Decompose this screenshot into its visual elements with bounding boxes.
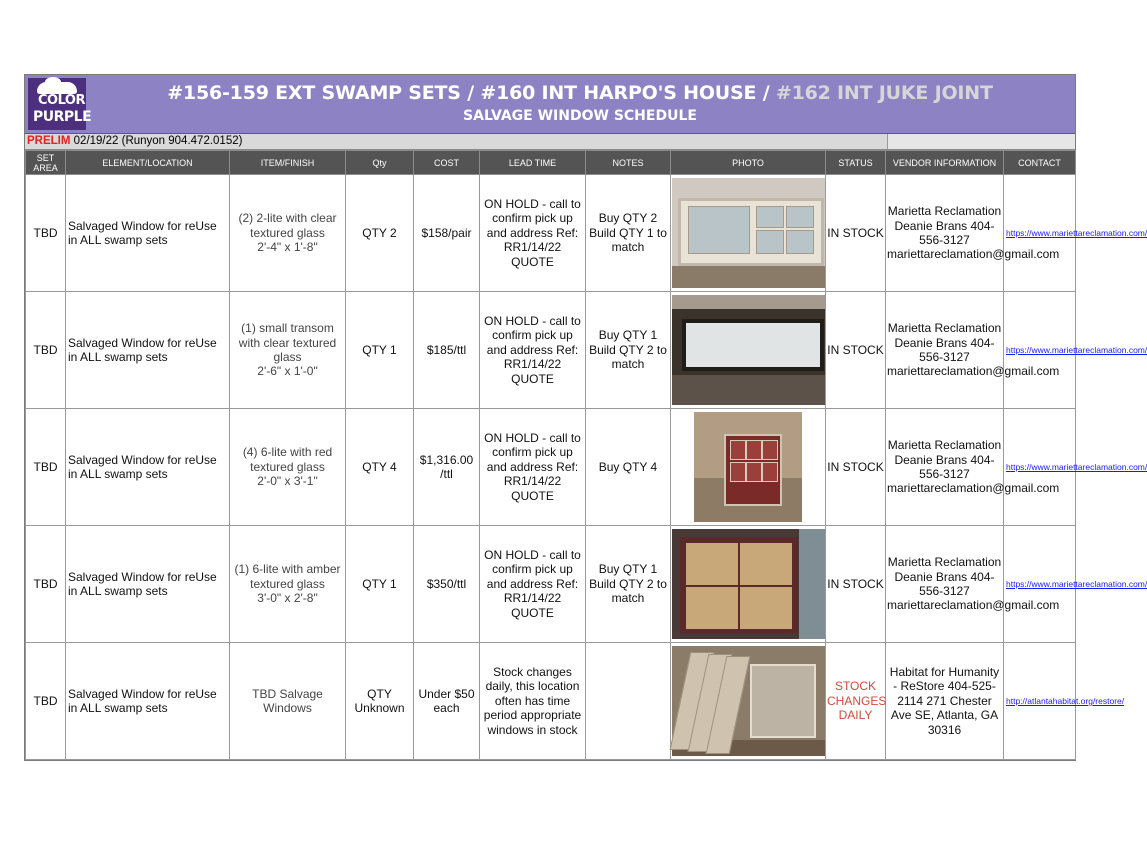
photo-cell <box>671 175 826 292</box>
set-area: TBD <box>26 526 66 643</box>
prelim-info <box>25 134 887 149</box>
window-photo <box>672 529 825 639</box>
photo-cell <box>671 643 826 760</box>
col-contact: CONTACT <box>1004 151 1076 175</box>
contact-cell <box>1004 643 1125 760</box>
contact-cell <box>1004 409 1147 526</box>
col-photo: PHOTO <box>671 151 826 175</box>
prelim-blank <box>887 134 1075 149</box>
notes: Buy QTY 4 <box>586 409 671 526</box>
notes: Buy QTY 1 Build QTY 2 to match <box>586 292 671 409</box>
status: IN STOCK <box>826 409 886 526</box>
contact-link[interactable]: http://atlantahabitat.org/restore/ <box>1006 696 1125 706</box>
qty: QTY Unknown <box>346 643 414 760</box>
lead-time: ON HOLD - call to confirm pick up and address Ref: RR1/14/22 QUOTE <box>480 409 586 526</box>
vendor-info: Habitat for Humanity - ReStore 404-525-2114 271 Chester Ave SE, Atlanta, GA 30316 <box>886 643 1004 760</box>
qty: QTY 4 <box>346 409 414 526</box>
lead-time: ON HOLD - call to confirm pick up and address Ref: RR1/14/22 QUOTE <box>480 526 586 643</box>
item-dims: 2'-0" x 3'-1" <box>257 474 318 489</box>
item-dims: 2'-6" x 1'-0" <box>257 364 318 379</box>
status: IN STOCK <box>826 292 886 409</box>
photo-cell <box>671 526 826 643</box>
set-area: TBD <box>26 643 66 760</box>
contact-link[interactable]: https://www.mariettareclamation.com/ <box>1006 579 1147 589</box>
cost: $185/ttl <box>414 292 480 409</box>
contact-cell <box>1004 292 1147 409</box>
notes: Buy QTY 2 Build QTY 1 to match <box>586 175 671 292</box>
col-lead: LEAD TIME <box>480 151 586 175</box>
title-highlight: #162 INT JUKE JOINT <box>775 82 993 104</box>
item-desc: (2) 2-lite with clear textured glass <box>238 211 337 240</box>
prelim-row <box>25 134 1075 150</box>
item-desc: TBD Salvage Windows <box>252 686 323 715</box>
photo-cell <box>671 409 826 526</box>
item-finish <box>230 175 346 292</box>
set-area: TBD <box>26 292 66 409</box>
col-cost: COST <box>414 151 480 175</box>
lead-time: ON HOLD - call to confirm pick up and address Ref: RR1/14/22 QUOTE <box>480 175 586 292</box>
page-subtitle: SALVAGE WINDOW SCHEDULE <box>463 108 697 124</box>
col-qty: Qty <box>346 151 414 175</box>
notes <box>586 643 671 760</box>
set-area: TBD <box>26 175 66 292</box>
item-dims: 3'-0" x 2'-8" <box>257 591 318 606</box>
notes: Buy QTY 1 Build QTY 2 to match <box>586 526 671 643</box>
col-set-area: SET AREA <box>26 151 66 175</box>
table-row <box>26 409 1076 526</box>
logo-text-purple: PURPLE <box>33 109 92 125</box>
item-desc: (4) 6-lite with red textured glass <box>242 445 333 474</box>
lead-time: Stock changes daily, this location often has time period appropriate windows in stock <box>480 643 586 760</box>
photo-cell <box>671 292 826 409</box>
status: IN STOCK <box>826 175 886 292</box>
status: STOCK CHANGES DAILY <box>826 643 886 760</box>
col-element: ELEMENT/LOCATION <box>66 151 230 175</box>
prelim-text: 02/19/22 (Runyon 904.472.0152) <box>70 135 243 147</box>
table-row <box>26 643 1076 760</box>
element-location: Salvaged Window for reUse in ALL swamp sets <box>66 409 230 526</box>
prelim-label: PRELIM <box>27 135 71 147</box>
item-dims: 2'-4" x 1'-8" <box>257 240 318 255</box>
contact-link[interactable]: https://www.mariettareclamation.com/ <box>1006 462 1147 472</box>
cost: $158/pair <box>414 175 480 292</box>
element-location: Salvaged Window for reUse in ALL swamp sets <box>66 175 230 292</box>
contact-cell <box>1004 526 1147 643</box>
col-vendor: VENDOR INFORMATION <box>886 151 1004 175</box>
col-item: ITEM/FINISH <box>230 151 346 175</box>
vendor-info: Marietta Reclamation Deanie Brans 404-556-3127 mariettareclamation@gmail.com <box>886 526 1004 643</box>
contact-link[interactable]: https://www.mariettareclamation.com/ <box>1006 345 1147 355</box>
status: IN STOCK <box>826 526 886 643</box>
col-notes: NOTES <box>586 151 671 175</box>
window-schedule-sheet <box>24 74 1147 761</box>
qty: QTY 2 <box>346 175 414 292</box>
contact-link[interactable]: https://www.mariettareclamation.com/ <box>1006 228 1147 238</box>
table-row <box>26 292 1076 409</box>
item-finish <box>230 526 346 643</box>
element-location: Salvaged Window for reUse in ALL swamp sets <box>66 292 230 409</box>
lead-time: ON HOLD - call to confirm pick up and address Ref: RR1/14/22 QUOTE <box>480 292 586 409</box>
title-main: #156-159 EXT SWAMP SETS / #160 INT HARPO'S HOUSE / <box>167 82 776 104</box>
vendor-info: Marietta Reclamation Deanie Brans 404-556-3127 mariettareclamation@gmail.com <box>886 409 1004 526</box>
page-title <box>85 82 1075 104</box>
logo-text-color: COLOR <box>38 93 85 108</box>
schedule-table <box>25 150 1147 760</box>
schedule-banner <box>25 75 1075 134</box>
color-purple-logo <box>28 78 92 130</box>
element-location: Salvaged Window for reUse in ALL swamp sets <box>66 526 230 643</box>
window-photo <box>672 178 825 288</box>
element-location: Salvaged Window for reUse in ALL swamp sets <box>66 643 230 760</box>
table-header-row <box>26 151 1076 175</box>
item-finish <box>230 409 346 526</box>
window-photo <box>672 295 825 405</box>
vendor-info: Marietta Reclamation Deanie Brans 404-556-3127 mariettareclamation@gmail.com <box>886 292 1004 409</box>
qty: QTY 1 <box>346 526 414 643</box>
set-area: TBD <box>26 409 66 526</box>
cost: Under $50 each <box>414 643 480 760</box>
cost: $1,316.00 /ttl <box>414 409 480 526</box>
col-status: STATUS <box>826 151 886 175</box>
table-row <box>26 526 1076 643</box>
window-photo <box>672 412 825 522</box>
cost: $350/ttl <box>414 526 480 643</box>
qty: QTY 1 <box>346 292 414 409</box>
window-photo <box>672 646 825 756</box>
table-row <box>26 175 1076 292</box>
item-finish <box>230 643 346 760</box>
item-desc: (1) 6-lite with amber textured glass <box>234 562 341 591</box>
item-desc: (1) small transom with clear textured glass <box>238 321 337 364</box>
contact-cell <box>1004 175 1147 292</box>
item-finish <box>230 292 346 409</box>
vendor-info: Marietta Reclamation Deanie Brans 404-556-3127 mariettareclamation@gmail.com <box>886 175 1004 292</box>
